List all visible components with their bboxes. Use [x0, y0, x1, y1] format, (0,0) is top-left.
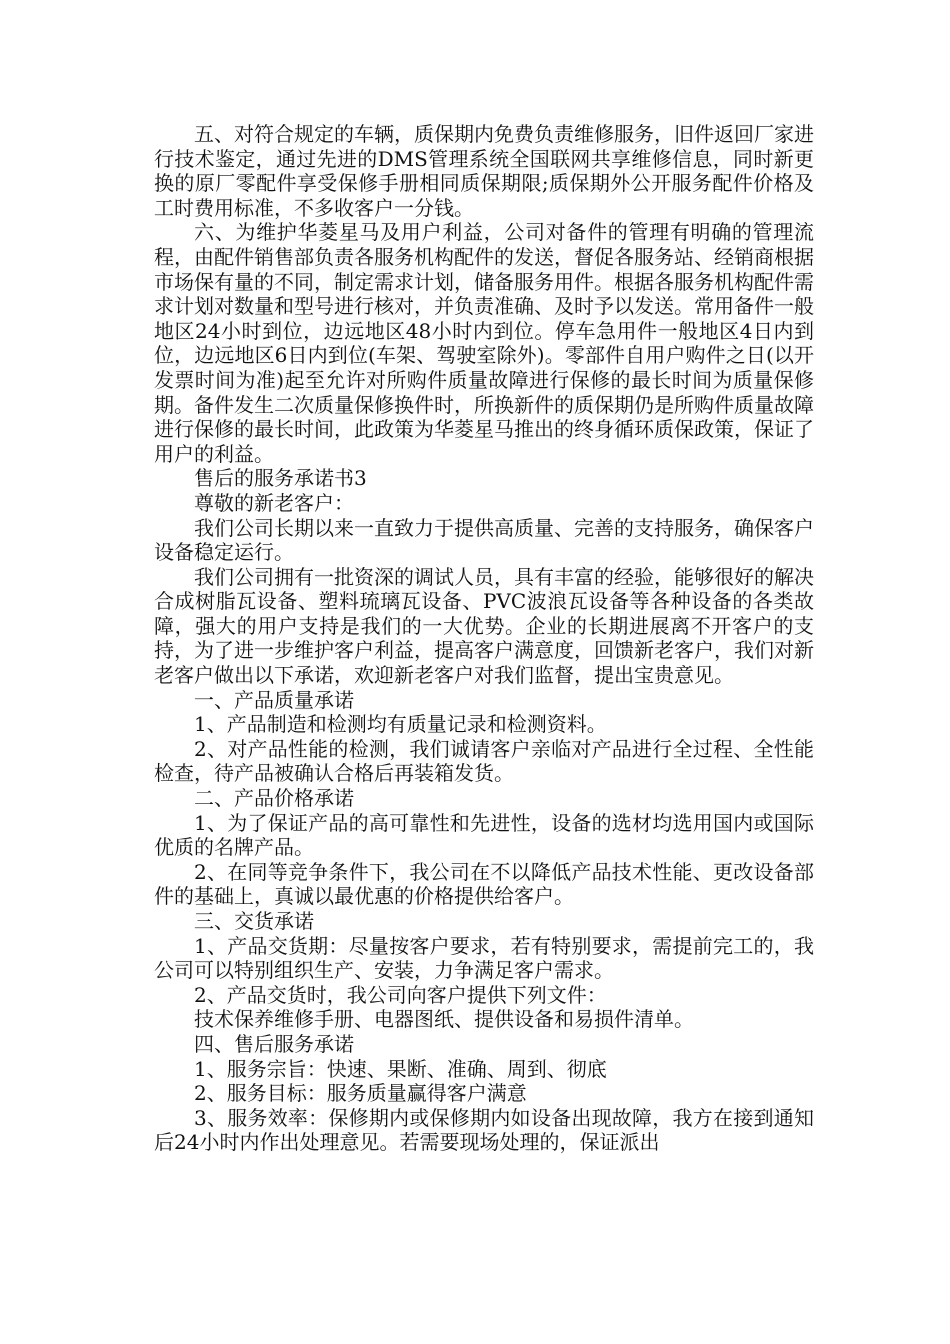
salutation: 尊敬的新老客户：	[194, 490, 354, 515]
list-item: 1、产品制造和检测均有质量记录和检测资料。	[194, 712, 607, 737]
heading-quality-commitment: 一、产品质量承诺	[194, 687, 354, 712]
paragraph-team-experience: 我们公司拥有一批资深的调试人员，具有丰富的经验，能够很好的解决合成树脂瓦设备、塑料琉璃瓦设备、PVC波浪瓦设备等各种设备的各类故障，强大的用户支持是我们的一大优势。企业的长期进展离不开客户的支持，为了进一步维护客户利益，提高客户满意度，回馈新老客户，我们对新老客户做出以下承诺，欢迎新老客户对我们监督，提出宝贵意见。	[154, 564, 814, 688]
list-item: 1、服务宗旨：快速、果断、准确、周到、彻底	[194, 1056, 607, 1081]
list-item: 2、在同等竞争条件下，我公司在不以降低产品技术性能、更改设备部件的基础上，真诚以最优惠的价格提供给客户。	[154, 859, 814, 909]
list-item: 技术保养维修手册、电器图纸、提供设备和易损件清单。	[194, 1007, 694, 1032]
list-item: 1、为了保证产品的高可靠性和先进性，设备的选材均选用国内或国际优质的名牌产品。	[154, 810, 814, 860]
list-item: 2、对产品性能的检测，我们诚请客户亲临对产品进行全过程、全性能检查，待产品被确认合格后再装箱发货。	[154, 736, 814, 786]
section-heading-commitment-3: 售后的服务承诺书3	[194, 466, 367, 491]
heading-after-sales-commitment: 四、售后服务承诺	[194, 1031, 354, 1056]
paragraph-intro-service: 我们公司长期以来一直致力于提供高质量、完善的支持服务，确保客户设备稳定运行。	[154, 515, 814, 565]
list-item: 1、产品交货期：尽量按客户要求，若有特别要求，需提前完工的，我公司可以特别组织生产、安装，力争满足客户需求。	[154, 933, 814, 983]
list-item: 2、服务目标：服务质量赢得客户满意	[194, 1081, 527, 1106]
document-body	[154, 122, 814, 1155]
heading-delivery-commitment: 三、交货承诺	[194, 909, 314, 933]
paragraph-warranty-free-repair: 五、对符合规定的车辆，质保期内免费负责维修服务，旧件返回厂家进行技术鉴定，通过先进的DMS管理系统全国联网共享维修信息，同时新更换的原厂零配件享受保修手册相同质保期限;质保期外公开服务配件价格及工时费用标准，不多收客户一分钱。	[154, 122, 814, 220]
list-item: 2、产品交货时，我公司向客户提供下列文件：	[194, 982, 607, 1007]
heading-price-commitment: 二、产品价格承诺	[194, 786, 354, 811]
paragraph-parts-management: 六、为维护华菱星马及用户利益，公司对备件的管理有明确的管理流程，由配件销售部负责各服务机构配件的发送，督促各服务站、经销商根据市场保有量的不同，制定需求计划，储备服务用件。根据各服务机构配件需求计划对数量和型号进行核对，并负责准确、及时予以发送。常用备件一般地区24小时到位，边远地区48小时内到位。停车急用件一般地区4日内到位，边远地区6日内到位(车架、驾驶室除外)。零部件自用户购件之日(以开发票时间为准)起至允许对所购件质量故障进行保修的最长时间为质量保修期。备件发生二次质量保修换件时，所换新件的质保期仍是所购件质量故障进行保修的最长时间，此政策为华菱星马推出的终身循环质保政策，保证了用户的利益。	[154, 220, 814, 466]
list-item: 3、服务效率：保修期内或保修期内如设备出现故障，我方在接到通知后24小时内作出处理意见。若需要现场处理的，保证派出	[154, 1105, 814, 1155]
